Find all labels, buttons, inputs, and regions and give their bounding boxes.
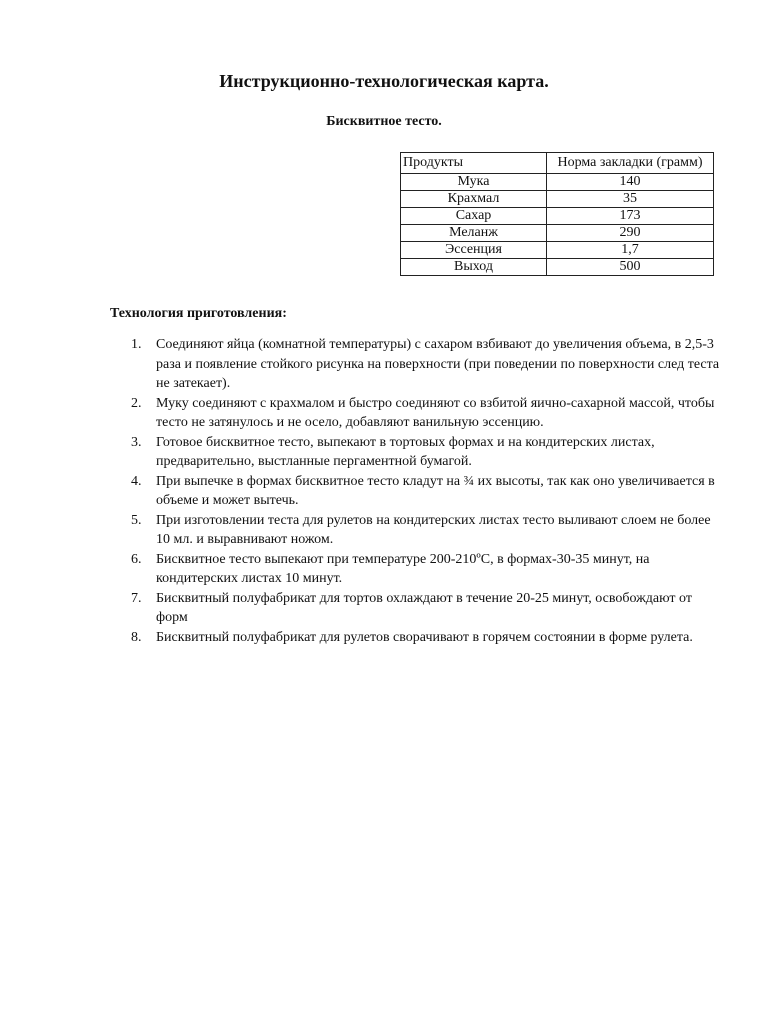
step-number: 4.: [131, 473, 142, 489]
list-item: [110, 335, 720, 394]
table-row: [401, 242, 714, 259]
document-title: Инструкционно-технологическая карта.: [219, 71, 549, 91]
row-value: 173: [547, 208, 714, 225]
row-name: Крахмал: [401, 191, 547, 208]
recipe-table: [400, 152, 714, 276]
header-norm: Норма закладки (грамм): [547, 153, 714, 174]
row-name: Мука: [401, 174, 547, 191]
steps-list: [110, 335, 720, 647]
row-name: Сахар: [401, 208, 547, 225]
table-header-row: [401, 153, 714, 174]
step-text: Бисквитное тесто выпекают при температуре 200-210ºС, в формах-30-35 минут, на кондитерских листах 10 минут.: [156, 551, 650, 586]
table-row: [401, 208, 714, 225]
step-text: При изготовлении теста для рулетов на кондитерских листах тесто выливают слоем не более 10 мл. и выравнивают ножом.: [156, 512, 711, 547]
table-row: [401, 191, 714, 208]
list-item: [110, 394, 720, 433]
table-row: [401, 174, 714, 191]
step-number: 5.: [131, 512, 142, 528]
technology-heading: Технология приготовления:: [110, 306, 287, 321]
step-number: 3.: [131, 434, 142, 450]
step-text: При выпечке в формах бисквитное тесто кладут на ¾ их высоты, так как оно увеличивается в объеме и может вытечь.: [156, 473, 715, 508]
step-text: Бисквитный полуфабрикат для тортов охлаждают в течение 20-25 минут, освобождают от форм: [156, 590, 692, 625]
list-item: [110, 472, 720, 511]
table-row: [401, 225, 714, 242]
row-value: 1,7: [547, 242, 714, 259]
row-value: 500: [547, 259, 714, 276]
list-item: [110, 628, 720, 648]
step-number: 8.: [131, 629, 142, 645]
row-name: Выход: [401, 259, 547, 276]
step-number: 6.: [131, 551, 142, 567]
document-subtitle: Бисквитное тесто.: [326, 114, 442, 129]
list-item: [110, 511, 720, 550]
step-text: Муку соединяют с крахмалом и быстро соединяют со взбитой яично-сахарной массой, чтобы тесто не затянулось и не осело, добавляют ванильную эссенцию.: [156, 395, 715, 430]
row-name: Меланж: [401, 225, 547, 242]
step-number: 2.: [131, 395, 142, 411]
row-name: Эссенция: [401, 242, 547, 259]
step-text: Соединяют яйца (комнатной температуры) с сахаром взбивают до увеличения объема, в 2,5-3 раза и появление стойкого рисунка на поверхности (при поведении по поверхности след теста не затекает).: [156, 337, 720, 391]
row-value: 35: [547, 191, 714, 208]
row-value: 290: [547, 225, 714, 242]
list-item: [110, 550, 720, 589]
list-item: [110, 433, 720, 472]
table-row: [401, 259, 714, 276]
list-item: [110, 589, 720, 628]
step-number: 7.: [131, 590, 142, 606]
step-text: Бисквитный полуфабрикат для рулетов сворачивают в горячем состоянии в форме рулета.: [156, 629, 693, 645]
step-number: 1.: [131, 337, 142, 352]
step-text: Готовое бисквитное тесто, выпекают в тортовых формах и на кондитерских листах, предварительно, выстланные пергаментной бумагой.: [156, 434, 655, 469]
row-value: 140: [547, 174, 714, 191]
header-products: Продукты: [401, 153, 547, 174]
